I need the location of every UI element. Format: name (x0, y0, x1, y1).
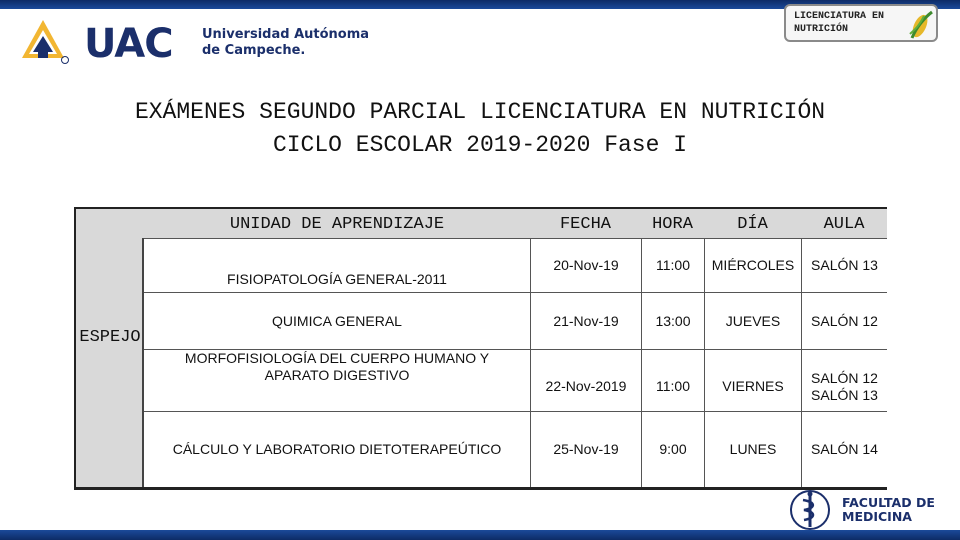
table-row (144, 411, 887, 487)
cell-room: SALÓN 12 (801, 293, 887, 349)
column-header-unit: UNIDAD DE APRENDIZAJE (229, 215, 445, 234)
cell-unit: FISIOPATOLOGÍA GENERAL-2011 (227, 271, 447, 287)
uac-logo (12, 18, 370, 68)
room-line: SALÓN 13 (811, 386, 878, 403)
table-row (144, 292, 887, 349)
title-line2: CICLO ESCOLAR 2019-2020 Fase I (272, 132, 688, 158)
vegetable-icon (906, 8, 936, 40)
column-header-room: AULA (823, 215, 865, 234)
cell-hour: 9:00 (641, 412, 704, 487)
faculty-logo (788, 487, 948, 533)
cell-date: 25-Nov-19 (530, 412, 641, 487)
program-badge-text: LICENCIATURA EN NUTRICIÓN (794, 11, 885, 35)
group-label: ESPEJO (79, 328, 141, 347)
room-line: SALÓN 12 (811, 369, 878, 386)
cell-room (801, 350, 887, 411)
cell-room: SALÓN 14 (801, 412, 887, 487)
cell-hour: 13:00 (641, 293, 704, 349)
cell-day: LUNES (704, 412, 801, 487)
cell-day: JUEVES (704, 293, 801, 349)
column-header-day: DÍA (737, 215, 768, 234)
caduceus-icon (788, 487, 836, 533)
table-row (144, 349, 887, 411)
table-row (144, 238, 887, 292)
cell-unit: MORFOFISIOLOGÍA DEL CUERPO HUMANO Y APARATO DIGESTIVO (184, 350, 490, 383)
uac-emblem-icon (12, 18, 76, 68)
cell-hour: 11:00 (641, 350, 704, 411)
cell-room: SALÓN 13 (801, 239, 887, 292)
page-title (0, 96, 960, 162)
bottom-accent-bar (0, 530, 960, 540)
faculty-name-line2: MEDICINA (842, 509, 912, 524)
cell-unit: CÁLCULO Y LABORATORIO DIETOTERAPEÚTICO (172, 441, 502, 457)
faculty-name-line1: FACULTAD DE (842, 495, 935, 510)
column-header-date: FECHA (559, 215, 611, 234)
cell-date: 20-Nov-19 (530, 239, 641, 292)
title-line1: EXÁMENES SEGUNDO PARCIAL LICENCIATURA EN NUTRICIÓN (134, 99, 826, 125)
column-header-hour: HORA (652, 215, 693, 234)
cell-date: 22-Nov-2019 (530, 350, 641, 411)
cell-unit: QUIMICA GENERAL (272, 313, 402, 329)
cell-hour: 11:00 (641, 239, 704, 292)
cell-day: MIÉRCOLES (704, 239, 801, 292)
cell-day: VIERNES (704, 350, 801, 411)
uac-wordmark: UAC (84, 21, 173, 67)
cell-date: 21-Nov-19 (530, 293, 641, 349)
university-name-line2: de Campeche. (202, 43, 306, 58)
program-badge (784, 4, 938, 42)
table-bottom-rule (74, 487, 887, 489)
university-name-line1: Universidad Autónoma (202, 27, 370, 42)
